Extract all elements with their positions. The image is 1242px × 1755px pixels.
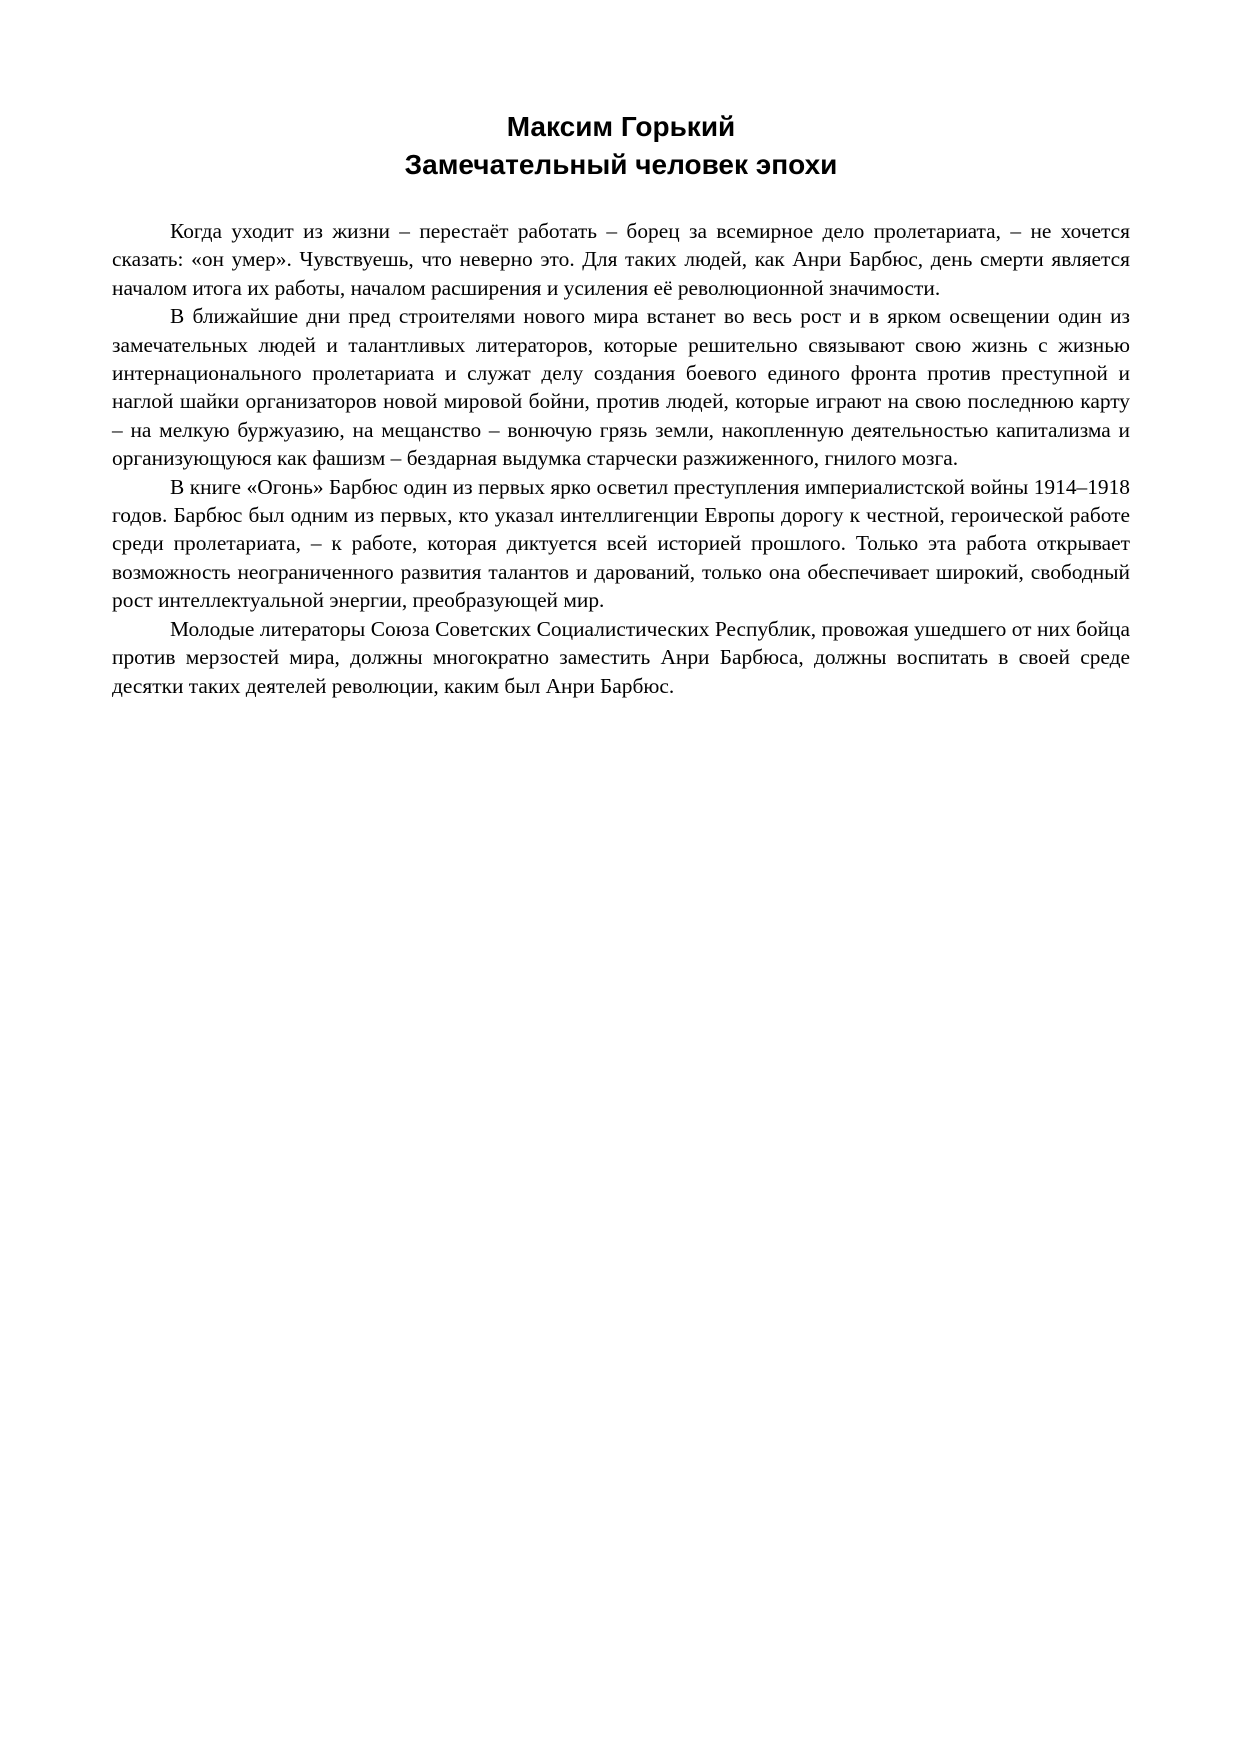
paragraph: В книге «Огонь» Барбюс один из первых ярко осветил преступления империалистской войны 1914–1918 годов. Барбюс был одним из первых, кто указал интеллигенции Европы дорогу к честной, героической работе среди пролетариата, – к работе, которая диктуется всей историей прошлого. Только эта работа открывает возможность неограниченного развития талантов и дарований, только она обеспечивает широкий, свободный рост интеллектуальной энергии, преобразующей мир. [112,474,1130,613]
document-header [112,108,1130,184]
document-title: Замечательный человек эпохи [404,149,838,180]
paragraph: Молодые литераторы Союза Советских Социалистических Республик, провожая ушедшего от них бойца против мерзостей мира, должны многократно заместить Анри Барбюса, должны воспитать в своей среде десятки таких деятелей революции, каким был Анри Барбюс. [112,616,1130,698]
paragraph: Когда уходит из жизни – перестаёт работать – борец за всемирное дело пролетариата, – не хочется сказать: «он умер». Чувствуешь, что неверно это. Для таких людей, как Анри Барбюс, день смерти является началом итога их работы, началом расширения и усиления её революционной значимости. [112,219,1130,300]
paragraph: В ближайшие дни пред строителями нового мира встанет во весь рост и в ярком освещении один из замечательных людей и талантливых литераторов, которые решительно связывают свою жизнь с жизнью интернационального пролетариата и служат делу создания боевого единого фронта против преступной и наглой шайки организаторов новой мировой бойни, против людей, которые играют на свою последнюю карту – на мелкую буржуазию, на мещанство – вонючую грязь земли, накопленную деятельностью капитализма и организующуюся как фашизм – бездарная выдумка старчески разжиженного, гнилого мозга. [112,304,1130,471]
author-name: Максим Горький [506,111,736,142]
document-body [112,217,1130,700]
